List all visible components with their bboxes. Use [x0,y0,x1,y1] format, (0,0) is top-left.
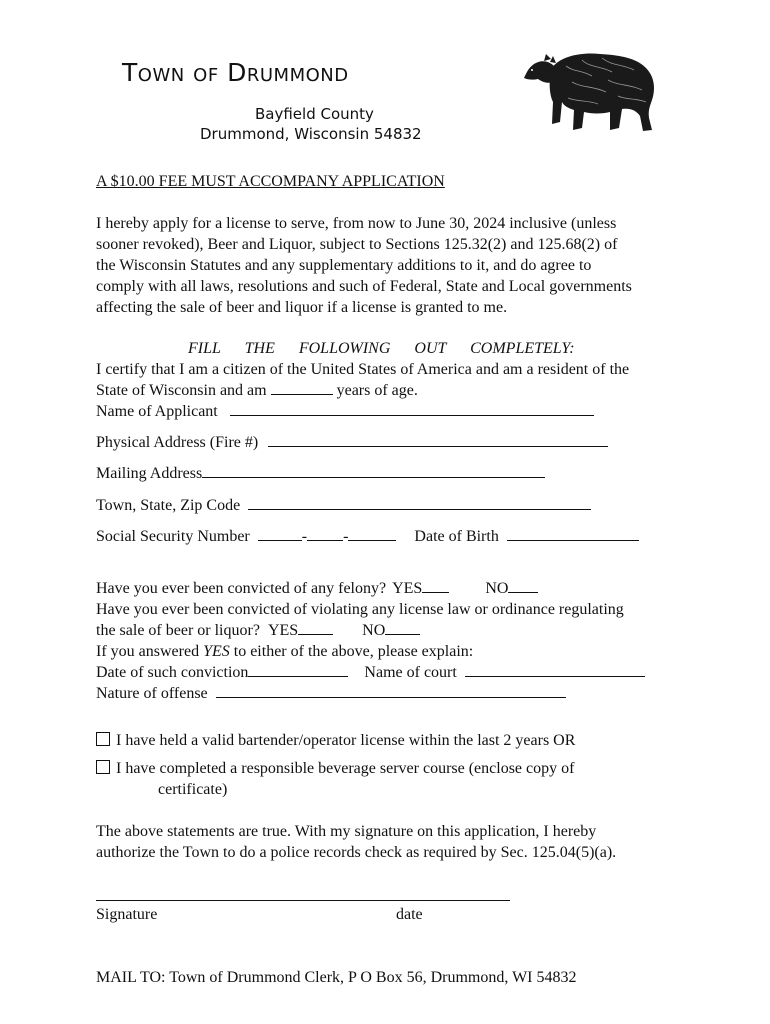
intro-line-1: I hereby apply for a license to serve, from now to June 30, 2024 inclusive (unless [96,215,617,232]
intro-line-3: the Wisconsin Statutes and any supplementary additions to it, and do agree to [96,257,592,274]
conviction-date-label: Date of such conviction [96,664,249,681]
violation-yes-label: YES [267,622,299,639]
violation-yes-field[interactable] [298,620,333,635]
bartender-label: I have held a valid bartender/operator license within the last 2 years OR [116,732,576,749]
certify-line-2 [96,380,418,401]
county-line: Bayfield County [255,105,374,123]
bartender-checkbox[interactable] [96,732,110,746]
town-title: Town of Drummond [122,58,349,87]
statement-line-1: The above statements are true. With my signature on this application, I hereby [96,823,597,840]
felony-no-field[interactable] [508,578,538,593]
felony-no-label: NO [485,580,509,597]
course-option [96,758,574,779]
statement-line-2: authorize the Town to do a police records check as required by Sec. 125.04(5)(a). [96,844,617,861]
physical-address-label: Physical Address (Fire #) [96,434,259,451]
intro-line-4: comply with all laws, resolutions and such of Federal, State and Local governments [96,278,632,295]
violation-no-label: NO [362,622,386,639]
offense-field[interactable] [216,683,566,698]
physical-address-row [96,432,608,453]
signature-label: Signature [96,906,158,923]
course-label-line-2: certificate) [158,781,228,798]
city-line: Drummond, Wisconsin 54832 [200,125,422,143]
town-state-zip-field[interactable] [248,495,591,510]
ssn-field-2[interactable] [307,526,343,541]
conviction-row [96,662,645,683]
offense-label: Nature of offense [96,685,208,702]
mailing-address-field[interactable] [202,463,545,478]
intro-line-5: affecting the sale of beer and liquor if a license is granted to me. [96,299,508,316]
intro-line-2: sooner revoked), Beer and Liquor, subject to Sections 125.32(2) and 125.68(2) of [96,236,618,253]
felony-yes-field[interactable] [422,578,449,593]
if-yes-prefix: If you answered [96,643,204,660]
bartender-option [96,730,575,751]
fill-heading: FILL THE FOLLOWING OUT COMPLETELY: [188,340,575,357]
dob-label: Date of Birth [414,528,499,545]
ssn-dob-row [96,526,639,547]
court-label: Name of court [364,664,457,681]
ssn-field-3[interactable] [348,526,396,541]
violation-row [96,620,420,641]
signature-line[interactable] [96,900,510,901]
town-state-zip-row [96,495,591,516]
if-yes-word: YES [203,643,230,660]
course-label: I have completed a responsible beverage server course (enclose copy of [116,760,575,777]
if-yes-line [96,641,473,662]
course-checkbox[interactable] [96,760,110,774]
mail-to: MAIL TO: Town of Drummond Clerk, P O Box 56, Drummond, WI 54832 [96,969,577,986]
bear-logo [522,46,660,138]
violation-line-1: Have you ever been convicted of violating any license law or ordinance regulating [96,601,624,618]
fee-notice: A $10.00 FEE MUST ACCOMPANY APPLICATION [96,173,445,190]
name-field[interactable] [230,401,594,416]
certify-suffix: years of age. [332,382,418,399]
violation-no-field[interactable] [385,620,420,635]
ssn-dash-2: - [343,528,349,545]
dob-field[interactable] [507,526,639,541]
conviction-date-field[interactable] [248,662,348,677]
ssn-label: Social Security Number [96,528,250,545]
town-state-zip-label: Town, State, Zip Code [96,497,241,514]
name-label: Name of Applicant [96,403,218,420]
certify-prefix: State of Wisconsin and am [96,382,271,399]
court-field[interactable] [465,662,645,677]
certify-line-1: I certify that I am a citizen of the United States of America and am a resident of the [96,361,630,378]
felony-question: Have you ever been convicted of any felony? [96,580,387,597]
name-row [96,401,594,422]
felony-row [96,578,538,599]
physical-address-field[interactable] [268,432,608,447]
mailing-address-label: Mailing Address [96,465,203,482]
age-field[interactable] [271,380,333,395]
felony-yes-label: YES [392,580,423,597]
mailing-address-row [96,463,545,484]
if-yes-suffix: to either of the above, please explain: [229,643,474,660]
ssn-field-1[interactable] [258,526,302,541]
ssn-dash-1: - [301,528,308,545]
offense-row [96,683,566,704]
violation-question: the sale of beer or liquor? [96,622,260,639]
date-label: date [396,906,423,923]
